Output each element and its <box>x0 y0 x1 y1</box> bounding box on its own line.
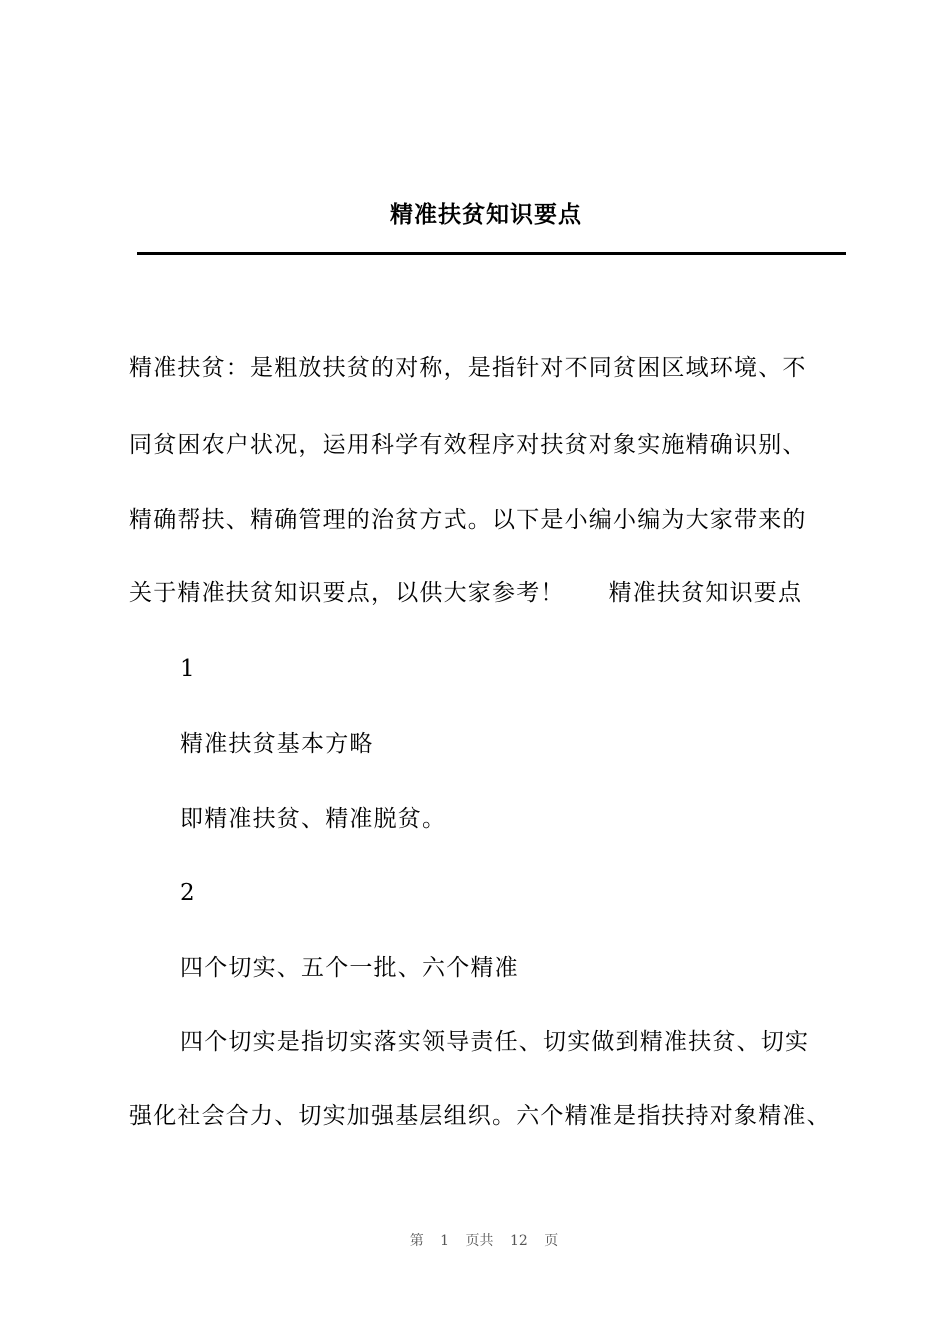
page-footer: 第 1 页共 12 页 <box>409 1233 559 1249</box>
page-title: 精准扶贫知识要点 <box>390 201 582 228</box>
item-number: 2 <box>180 880 196 906</box>
body-paragraph-line: 精确帮扶、精确管理的治贫方式。以下是小编小编为大家带来的 <box>129 507 807 533</box>
body-paragraph-line: 强化社会合力、切实加强基层组织。六个精准是指扶持对象精准、 <box>129 1103 831 1129</box>
item-number: 1 <box>180 656 196 682</box>
title-rule <box>137 252 846 255</box>
intro-closing-text: 关于精准扶贫知识要点，以供大家参考！ <box>129 580 565 606</box>
section-heading: 精准扶贫知识要点 <box>608 580 803 606</box>
item-heading: 四个切实、五个一批、六个精准 <box>180 955 519 981</box>
body-paragraph-line: 四个切实是指切实落实领导责任、切实做到精准扶贫、切实 <box>180 1029 810 1055</box>
body-paragraph-line: 精准扶贫：是粗放扶贫的对称，是指针对不同贫困区域环境、不 <box>129 355 807 381</box>
item-text: 即精准扶贫、精准脱贫。 <box>180 806 447 832</box>
body-paragraph-line <box>129 578 802 608</box>
item-heading: 精准扶贫基本方略 <box>180 731 374 757</box>
body-paragraph-line: 同贫困农户状况，运用科学有效程序对扶贫对象实施精确识别、 <box>129 432 807 458</box>
